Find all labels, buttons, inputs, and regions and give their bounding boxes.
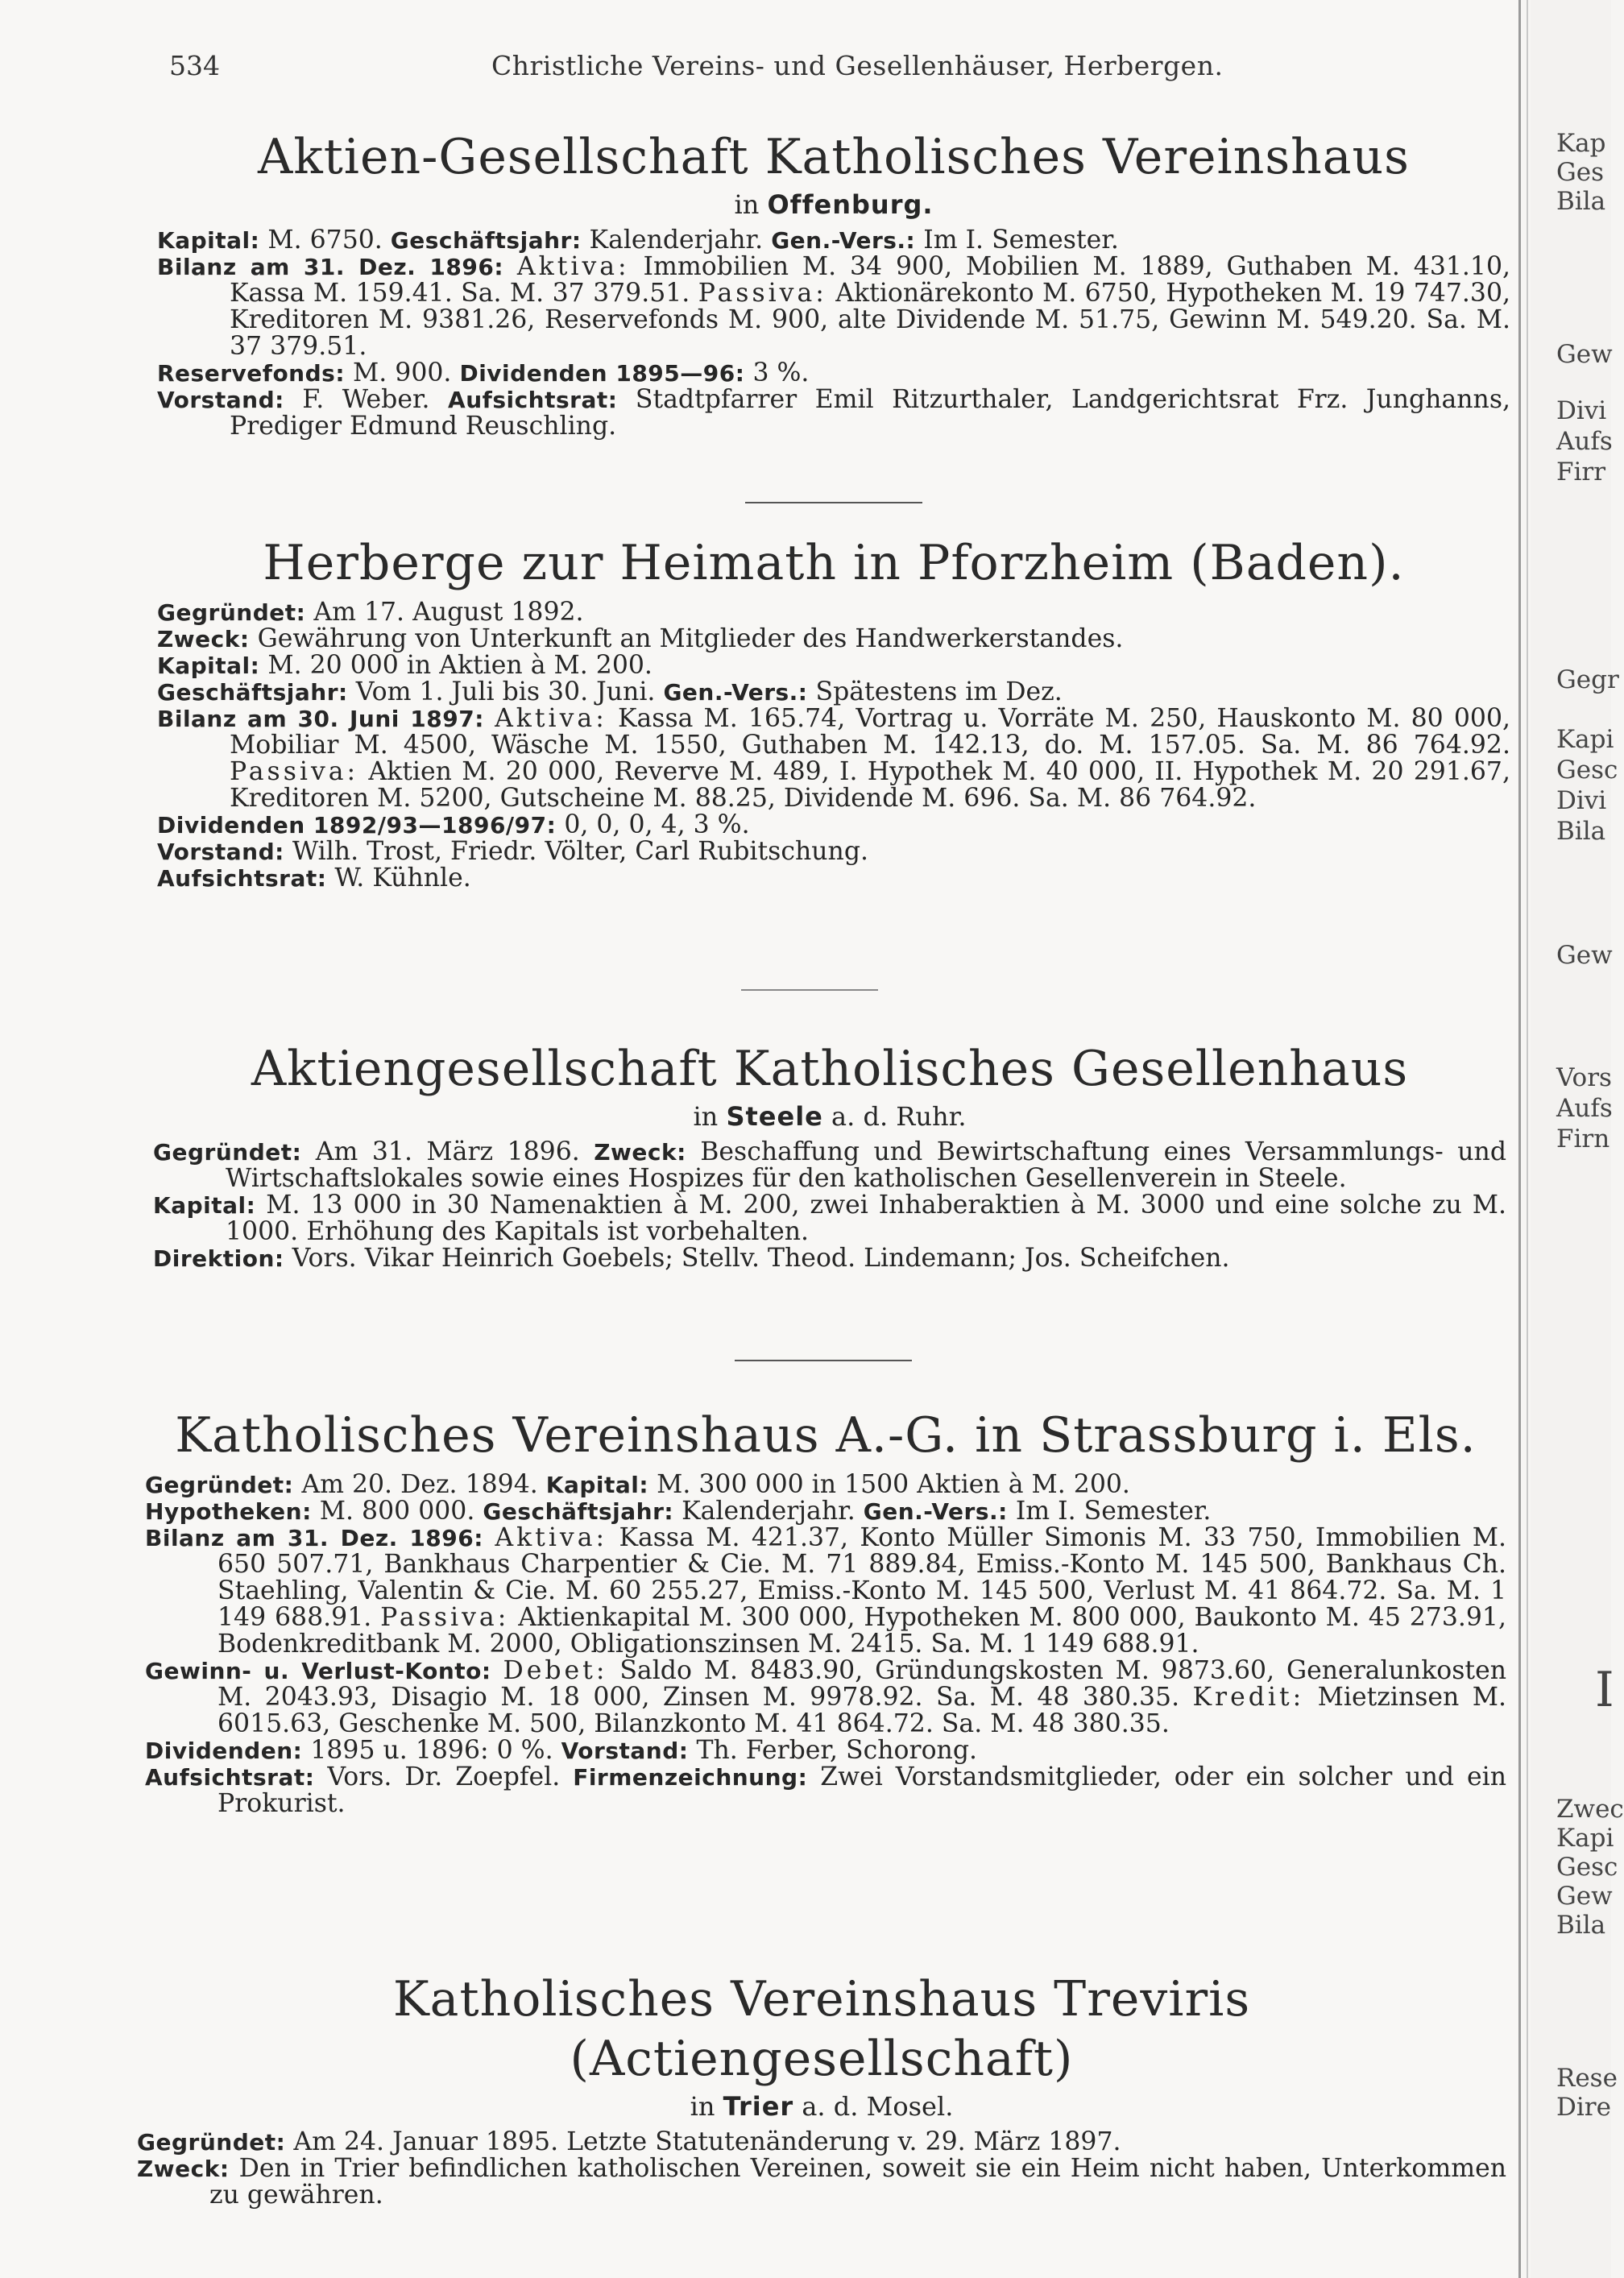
- edge-fragment: Ges: [1556, 158, 1605, 187]
- field-label: Geschäftsjahr:: [483, 1498, 674, 1525]
- field-text: Am 20. Dez. 1894.: [293, 1470, 546, 1499]
- entry-body: [157, 599, 1510, 892]
- entry-paragraph: [145, 1498, 1506, 1525]
- field-label: Gen.-Vers.:: [863, 1498, 1008, 1525]
- field-label: Kapital:: [545, 1472, 649, 1498]
- edge-fragment: Gew: [1556, 340, 1613, 369]
- field-label: Dividenden 1895—96:: [459, 360, 745, 387]
- entry-paragraph: [157, 652, 1510, 679]
- edge-fragment: Bila: [1556, 817, 1606, 846]
- field-label: Aufsichtsrat:: [145, 1764, 315, 1791]
- field-text: Kassa M. 165.74, Vortrag u. Vorräte M. 250, Hauskonto M. 80 000, Mobiliar M. 4500, Wäsche M. 1550, Guthaben M. 142.13, do. M. 157.05. Sa. M. 86 764.92.: [230, 704, 1510, 760]
- entry-paragraph: [145, 1658, 1506, 1737]
- subtitle-prefix: in: [693, 1101, 719, 1132]
- field-text: Aktienkapital M. 300 000, Hypotheken M. 800 000, Baukonto M. 45 273.91, Bodenkreditbank M. 2000, Obligationszinsen M. 2415. Sa. M. 1 149 688.91.: [218, 1603, 1506, 1659]
- entry-subtitle: [153, 1100, 1506, 1133]
- edge-fragment: Zwec: [1556, 1795, 1624, 1824]
- spaced-label: Kredit:: [1192, 1683, 1305, 1712]
- field-text: Saldo M. 8483.90, Gründungskosten M. 9873.60, Generalunkosten M. 2043.93, Disagio M. 18 000, Zinsen M. 9978.92. Sa. M. 48 380.35.: [218, 1656, 1506, 1712]
- field-text: Aktionärekonto M. 6750, Hypotheken M. 19 747.30, Kreditoren M. 9381.26, Reservefonds M. 900, alte Dividende M. 51.75, Gewinn M. 549.20. Sa. M. 37 379.51.: [230, 279, 1510, 361]
- field-text: M. 300 000 in 1500 Aktien à M. 200.: [648, 1470, 1130, 1499]
- field-label: Aufsichtsrat:: [448, 387, 618, 413]
- entry-paragraph: [157, 626, 1510, 652]
- field-text: 3 %.: [744, 358, 810, 387]
- section-divider: [745, 502, 922, 503]
- adjacent-page-edge: [1531, 0, 1624, 2278]
- entry-paragraph: [157, 360, 1510, 387]
- field-text: Vom 1. Juli bis 30. Juni.: [347, 677, 664, 706]
- field-text: M. 900.: [345, 358, 460, 387]
- field-text: Am 24. Januar 1895. Letzte Statutenänderung v. 29. März 1897.: [285, 2127, 1121, 2156]
- section-divider: [735, 1360, 912, 1361]
- entry-paragraph: [145, 1737, 1506, 1764]
- field-text: Wilh. Trost, Friedr. Völter, Carl Rubitschung.: [284, 837, 869, 866]
- field-text: [484, 704, 495, 733]
- entry-title: Katholisches Vereinshaus Treviris (Actiengesellschaft): [392, 1971, 1251, 2087]
- edge-fragment: Vors: [1556, 1063, 1612, 1092]
- edge-fragment: Gegr: [1556, 665, 1619, 694]
- field-label: Kapital:: [157, 652, 260, 679]
- field-label: Bilanz am 31. Dez. 1896:: [145, 1525, 483, 1551]
- field-label: Firmenzeichnung:: [573, 1764, 808, 1791]
- field-text: Spätestens im Dez.: [807, 677, 1063, 706]
- entry-title: Katholisches Vereinshaus A.-G. in Strassburg i. Els.: [175, 1407, 1477, 1464]
- entry-paragraph: [157, 227, 1510, 254]
- field-text: Zwei Vorstandsmitglieder, oder ein solcher und ein Prokurist.: [218, 1762, 1506, 1818]
- edge-fragment: Divi: [1556, 786, 1607, 815]
- field-text: Immobilien M. 34 900, Mobilien M. 1889, Guthaben M. 431.10, Kassa M. 159.41. Sa. M. 37 379.51.: [230, 252, 1511, 308]
- edge-fragment: Divi: [1556, 396, 1607, 425]
- entry-subtitle: [137, 2090, 1506, 2123]
- entry-paragraph: [153, 1139, 1506, 1192]
- entry-title: Herberge zur Heimath in Pforzheim (Baden).: [263, 535, 1405, 591]
- field-text: [483, 1523, 495, 1552]
- field-label: Bilanz am 30. Juni 1897:: [157, 706, 484, 732]
- entry-paragraph: [157, 839, 1510, 865]
- entry-body: [145, 1472, 1506, 1817]
- page-gutter-shadow: [1527, 0, 1528, 2278]
- spaced-label: Passiva:: [380, 1603, 510, 1632]
- field-text: Aktien M. 20 000, Reverve M. 489, I. Hypothek M. 40 000, II. Hypothek M. 20 291.67, Kreditoren M. 5200, Gutscheine M. 88.25, Dividende M. 696. Sa. M. 86 764.92.: [230, 757, 1510, 813]
- field-text: Am 17. August 1892.: [305, 598, 584, 627]
- subtitle-city: Steele: [726, 1101, 823, 1132]
- field-label: Vorstand:: [157, 387, 284, 413]
- spaced-label: Debet:: [503, 1656, 608, 1685]
- spaced-label: Aktiva:: [495, 704, 607, 733]
- edge-fragment: Kap: [1556, 129, 1606, 158]
- field-label: Direktion:: [153, 1245, 284, 1272]
- field-text: [503, 252, 517, 281]
- entry-strassburg: [145, 1406, 1506, 1817]
- subtitle-prefix: in: [690, 2091, 715, 2122]
- field-text: 1895 u. 1896: 0 %.: [302, 1736, 561, 1765]
- field-text: Vors. Dr. Zoepfel.: [314, 1762, 574, 1791]
- field-text: F. Weber.: [284, 385, 449, 414]
- page-gutter: [1518, 0, 1521, 2278]
- page-number: 534: [169, 50, 220, 81]
- entry-paragraph: [157, 865, 1510, 892]
- entry-body: [137, 2129, 1506, 2209]
- entry-paragraph: [137, 2129, 1506, 2156]
- field-label: Zweck:: [594, 1139, 686, 1166]
- entry-pforzheim: [157, 533, 1510, 892]
- field-label: Dividenden:: [145, 1737, 303, 1764]
- spaced-label: Passiva:: [698, 279, 827, 308]
- field-text: [491, 1656, 503, 1685]
- field-text: Vors. Vikar Heinrich Goebels; Stellv. Theod. Lindemann; Jos. Scheifchen.: [284, 1244, 1230, 1273]
- edge-fragment: Gew: [1556, 1882, 1613, 1911]
- entry-paragraph: [145, 1525, 1506, 1658]
- field-label: Kapital:: [153, 1192, 256, 1219]
- edge-fragment: Gew: [1556, 941, 1613, 970]
- edge-fragment: Bila: [1556, 187, 1606, 216]
- field-label: Aufsichtsrat:: [157, 865, 327, 892]
- entry-paragraph: [157, 679, 1510, 706]
- field-label: Vorstand:: [157, 839, 284, 865]
- spaced-label: Aktiva:: [516, 252, 630, 281]
- field-text: Am 31. März 1896.: [301, 1137, 594, 1166]
- field-label: Gegründet:: [137, 2129, 286, 2156]
- edge-fragment: Aufs: [1556, 427, 1613, 456]
- running-title: Christliche Vereins- und Gesellenhäuser, Herbergen.: [491, 50, 1224, 81]
- field-label: Vorstand:: [561, 1737, 689, 1764]
- entry-offenburg: [157, 127, 1510, 440]
- edge-fragment: Kapi: [1556, 1824, 1614, 1853]
- entry-paragraph: [145, 1472, 1506, 1498]
- field-label: Hypotheken:: [145, 1498, 312, 1525]
- entry-body: [157, 227, 1510, 440]
- entry-subtitle: [157, 188, 1510, 221]
- field-label: Gewinn- u. Verlust-Konto:: [145, 1658, 491, 1684]
- field-label: Dividenden 1892/93—1896/97:: [157, 812, 557, 839]
- field-label: Gegründet:: [145, 1472, 294, 1498]
- entry-trier: [137, 1969, 1506, 2209]
- field-text: Den in Trier befindlichen katholischen Vereinen, soweit sie ein Heim nicht haben, Unterkommen zu gewähren.: [209, 2154, 1506, 2210]
- subtitle-city: Trier: [723, 2091, 794, 2122]
- entry-body: [153, 1139, 1506, 1272]
- field-label: Geschäftsjahr:: [157, 679, 348, 706]
- edge-fragment: Firr: [1556, 458, 1606, 487]
- field-text: M. 800 000.: [311, 1497, 483, 1526]
- edge-fragment: I: [1595, 1662, 1614, 1718]
- field-text: Th. Ferber, Schorong.: [688, 1736, 978, 1765]
- subtitle-suffix: a. d. Ruhr.: [831, 1101, 967, 1132]
- field-text: Stadtpfarrer Emil Ritzurthaler, Landgerichtsrat Frz. Junghanns, Prediger Edmund Reuschling.: [230, 385, 1510, 441]
- entry-title: Aktiengesellschaft Katholisches Gesellenhaus: [251, 1041, 1409, 1097]
- field-text: M. 6750.: [259, 226, 391, 255]
- entry-steele: [153, 1039, 1506, 1272]
- field-text: Kalenderjahr.: [581, 226, 772, 255]
- edge-fragment: Gesc: [1556, 1853, 1618, 1882]
- field-label: Geschäftsjahr:: [390, 227, 582, 254]
- edge-fragment: Firn: [1556, 1125, 1610, 1153]
- entry-paragraph: [153, 1192, 1506, 1245]
- field-label: Kapital:: [157, 227, 260, 254]
- field-label: Gen.-Vers.:: [663, 679, 808, 706]
- field-label: Bilanz am 31. Dez. 1896:: [157, 254, 504, 280]
- entry-paragraph: [153, 1245, 1506, 1272]
- section-divider: [741, 989, 878, 991]
- field-label: Reservefonds:: [157, 360, 346, 387]
- subtitle-prefix: in: [734, 189, 760, 220]
- field-text: Im I. Semester.: [1007, 1497, 1212, 1526]
- field-label: Zweck:: [137, 2156, 230, 2182]
- subtitle-city: Offenburg.: [767, 189, 934, 220]
- field-text: W. Kühnle.: [326, 864, 471, 893]
- field-label: Gegründet:: [153, 1139, 302, 1166]
- field-text: Kassa M. 421.37, Konto Müller Simonis M. 33 750, Immobilien M. 650 507.71, Bankhaus Charpentier & Cie. M. 71 889.84, Emiss.-Konto M. 145 500, Bankhaus Ch. Staehling, Valentin & Cie. M. 60 255.27, Emiss.-Konto M. 145 500, Verlust M. 41 864.72. Sa. M. 1 149 688.91.: [218, 1523, 1507, 1632]
- entry-paragraph: [157, 254, 1510, 360]
- entry-title: Aktien-Gesellschaft Katholisches Vereinshaus: [258, 129, 1410, 185]
- field-label: Gegründet:: [157, 599, 306, 626]
- edge-fragment: Dire: [1556, 2093, 1611, 2122]
- field-text: Beschaffung und Bewirtschaftung eines Versammlungs- und Wirtschaftslokales sowie eines Hospizes für den katholischen Gesellenverein in Steele.: [226, 1137, 1506, 1193]
- edge-fragment: Kapi: [1556, 725, 1614, 754]
- spaced-label: Aktiva:: [495, 1523, 608, 1552]
- spaced-label: Passiva:: [230, 757, 359, 786]
- field-text: Gewährung von Unterkunft an Mitglieder des Handwerkerstandes.: [249, 624, 1124, 653]
- entry-paragraph: [137, 2156, 1506, 2209]
- edge-fragment: Bila: [1556, 1911, 1606, 1940]
- edge-fragment: Gesc: [1556, 756, 1618, 785]
- field-text: 0, 0, 0, 4, 3 %.: [556, 810, 750, 839]
- field-text: Mietzinsen M. 6015.63, Geschenke M. 500, Bilanzkonto M. 41 864.72. Sa. M. 48 380.35.: [218, 1683, 1506, 1738]
- field-text: M. 20 000 in Aktien à M. 200.: [259, 651, 652, 680]
- entry-paragraph: [157, 812, 1510, 839]
- field-text: Im I. Semester.: [915, 226, 1119, 255]
- entry-paragraph: [157, 387, 1510, 440]
- field-text: Kalenderjahr.: [673, 1497, 864, 1526]
- entry-paragraph: [157, 706, 1510, 812]
- entry-paragraph: [145, 1764, 1506, 1817]
- subtitle-suffix: a. d. Mosel.: [802, 2091, 954, 2122]
- edge-fragment: Rese: [1556, 2064, 1618, 2093]
- field-label: Gen.-Vers.:: [771, 227, 916, 254]
- entry-paragraph: [157, 599, 1510, 626]
- edge-fragment: Aufs: [1556, 1094, 1613, 1123]
- field-label: Zweck:: [157, 626, 250, 652]
- field-text: M. 13 000 in 30 Namenaktien à M. 200, zwei Inhaberaktien à M. 3000 und eine solche zu M. 1000. Erhöhung des Kapitals ist vorbehalten.: [226, 1191, 1506, 1246]
